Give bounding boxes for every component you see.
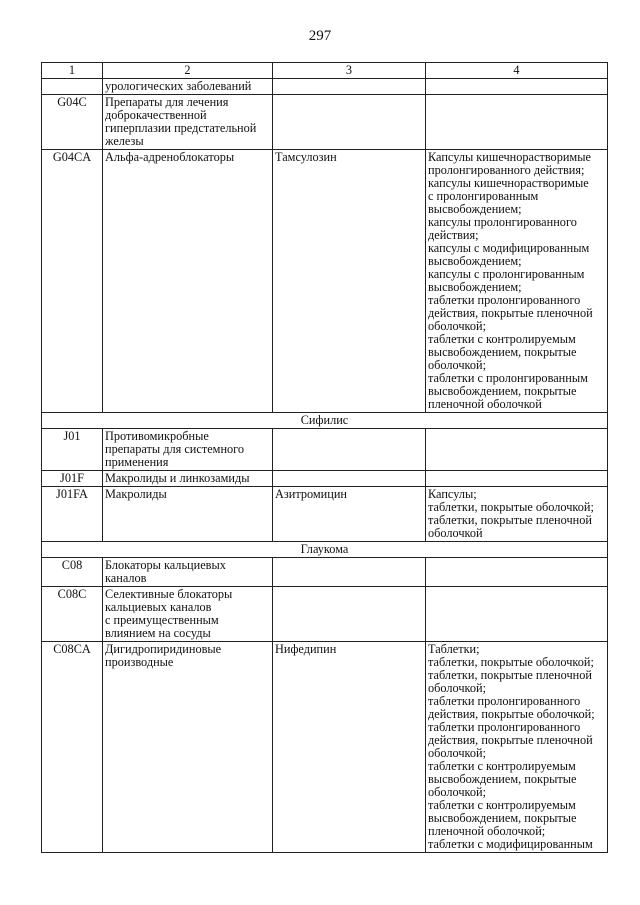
dosage-forms-cell-line: таблетки, покрытые пленочной [428,668,592,682]
header-row [42,63,608,79]
dosage-forms-cell [426,487,608,542]
table-row [42,150,608,413]
dosage-forms-cell [426,642,608,853]
atc-code-cell: G04CA [42,150,103,413]
dosage-forms-cell-line: оболочкой; [428,746,487,760]
dosage-forms-cell-line: действия, покрытые пленочной [428,306,593,320]
anatomic-group-cell-line: Блокаторы кальциевых [105,558,226,572]
page-number: 297 [308,28,332,44]
dosage-forms-cell-line: капсулы пролонгированного [428,215,577,229]
dosage-forms-cell-line: таблетки пролонгированного [428,694,581,708]
atc-code-cell: G04C [42,95,103,150]
table-row [42,429,608,471]
anatomic-group-cell [103,487,273,542]
dosage-forms-cell [426,79,608,95]
section-title: Глаукома [42,542,608,558]
anatomic-group-cell-line: препараты для системного [105,442,245,456]
table-body [42,79,608,853]
dosage-forms-cell-line: действия, покрытые оболочкой; [428,707,595,721]
dosage-forms-cell [426,471,608,487]
table-row [42,95,608,150]
dosage-forms-cell [426,587,608,642]
anatomic-group-cell-line: доброкачественной [105,108,207,122]
dosage-forms-cell-line: Капсулы кишечнорастворимые [428,150,591,164]
anatomic-group-cell-line: Противомикробные [105,429,209,443]
drug-name-cell [273,429,426,471]
dosage-forms-cell-line: пленочной оболочкой [428,397,542,411]
atc-code-cell: C08CA [42,642,103,853]
dosage-forms-cell-line: высвобождением, покрытые [428,772,577,786]
dosage-forms-cell-line: оболочкой; [428,319,487,333]
dosage-forms-cell [426,95,608,150]
column-header-2: 2 [103,63,273,79]
drug-name-cell: Азитромицин [273,487,426,542]
anatomic-group-cell-line: кальциевых каналов [105,600,212,614]
anatomic-group-cell-line: применения [105,455,169,469]
column-header-3: 3 [273,63,426,79]
dosage-forms-cell-line: таблетки пролонгированного [428,720,581,734]
table-row [42,558,608,587]
dosage-forms-cell-line: с пролонгированным [428,189,539,203]
dosage-forms-cell-line: таблетки с контролируемым [428,798,576,812]
dosage-forms-cell-line: Таблетки; [428,642,480,656]
dosage-forms-cell-line: высвобождением, покрытые [428,811,577,825]
anatomic-group-cell-line: Альфа-адреноблокаторы [105,150,235,164]
anatomic-group-cell-line: Препараты для лечения [105,95,229,109]
column-header-4: 4 [426,63,608,79]
table-row [42,487,608,542]
dosage-forms-cell-line: высвобождением; [428,280,522,294]
anatomic-group-cell [103,471,273,487]
dosage-forms-cell-line: оболочкой; [428,785,487,799]
anatomic-group-cell-line: Макролиды и линкозамиды [105,471,250,485]
drug-table [41,62,608,853]
dosage-forms-cell-line: пленочной оболочкой; [428,824,546,838]
drug-name-cell [273,95,426,150]
dosage-forms-cell-line: пролонгированного действия; [428,163,585,177]
column-header-1: 1 [42,63,103,79]
anatomic-group-cell-line: влиянием на сосуды [105,626,211,640]
anatomic-group-cell [103,429,273,471]
table-row [42,587,608,642]
anatomic-group-cell-line: гиперплазии предстательной [105,121,257,135]
atc-code-cell: J01 [42,429,103,471]
anatomic-group-cell [103,79,273,95]
dosage-forms-cell-line: высвобождением; [428,254,522,268]
dosage-forms-cell-line: таблетки с контролируемым [428,759,576,773]
dosage-forms-cell-line: высвобождением, покрытые [428,384,577,398]
dosage-forms-cell-line: таблетки пролонгированного [428,293,581,307]
anatomic-group-cell-line: железы [105,134,144,148]
table-row [42,642,608,853]
anatomic-group-cell-line: Селективные блокаторы [105,587,233,601]
dosage-forms-cell-line: капсулы с пролонгированным [428,267,585,281]
dosage-forms-cell [426,558,608,587]
anatomic-group-cell-line: производные [105,655,174,669]
atc-code-cell: C08C [42,587,103,642]
dosage-forms-cell-line: высвобождением, покрытые [428,345,577,359]
section-title: Сифилис [42,413,608,429]
dosage-forms-cell-line: таблетки с модифицированным [428,837,593,851]
atc-code-cell: J01FA [42,487,103,542]
anatomic-group-cell [103,587,273,642]
dosage-forms-cell-line: таблетки с контролируемым [428,332,576,346]
dosage-forms-cell-line: таблетки с пролонгированным [428,371,588,385]
drug-name-cell [273,79,426,95]
anatomic-group-cell [103,642,273,853]
dosage-forms-cell-line: капсулы с модифицированным [428,241,590,255]
dosage-forms-cell [426,429,608,471]
section-row [42,413,608,429]
anatomic-group-cell [103,150,273,413]
dosage-forms-cell-line: таблетки, покрытые оболочкой; [428,655,594,669]
anatomic-group-cell-line: Дигидропиридиновые [105,642,222,656]
table-row [42,471,608,487]
dosage-forms-cell-line: таблетки, покрытые оболочкой; [428,500,594,514]
drug-name-cell [273,471,426,487]
dosage-forms-cell-line: Капсулы; [428,487,477,501]
dosage-forms-cell-line: таблетки, покрытые пленочной [428,513,592,527]
atc-code-cell: C08 [42,558,103,587]
dosage-forms-cell-line: высвобождением; [428,202,522,216]
dosage-forms-cell-line: действия, покрытые пленочной [428,733,593,747]
anatomic-group-cell [103,558,273,587]
drug-name-cell: Тамсулозин [273,150,426,413]
dosage-forms-cell-line: оболочкой; [428,681,487,695]
drug-name-cell: Нифедипин [273,642,426,853]
dosage-forms-cell-line: действия; [428,228,479,242]
dosage-forms-cell [426,150,608,413]
anatomic-group-cell-line: урологических заболеваний [105,79,252,93]
anatomic-group-cell-line: Макролиды [105,487,167,501]
drug-name-cell [273,587,426,642]
dosage-forms-cell-line: оболочкой [428,526,483,540]
drug-name-cell [273,558,426,587]
dosage-forms-cell-line: оболочкой; [428,358,487,372]
table-row [42,79,608,95]
dosage-forms-cell-line: капсулы кишечнорастворимые [428,176,589,190]
atc-code-cell: J01F [42,471,103,487]
anatomic-group-cell [103,95,273,150]
anatomic-group-cell-line: каналов [105,571,147,585]
anatomic-group-cell-line: с преимущественным [105,613,219,627]
atc-code-cell [42,79,103,95]
section-row [42,542,608,558]
